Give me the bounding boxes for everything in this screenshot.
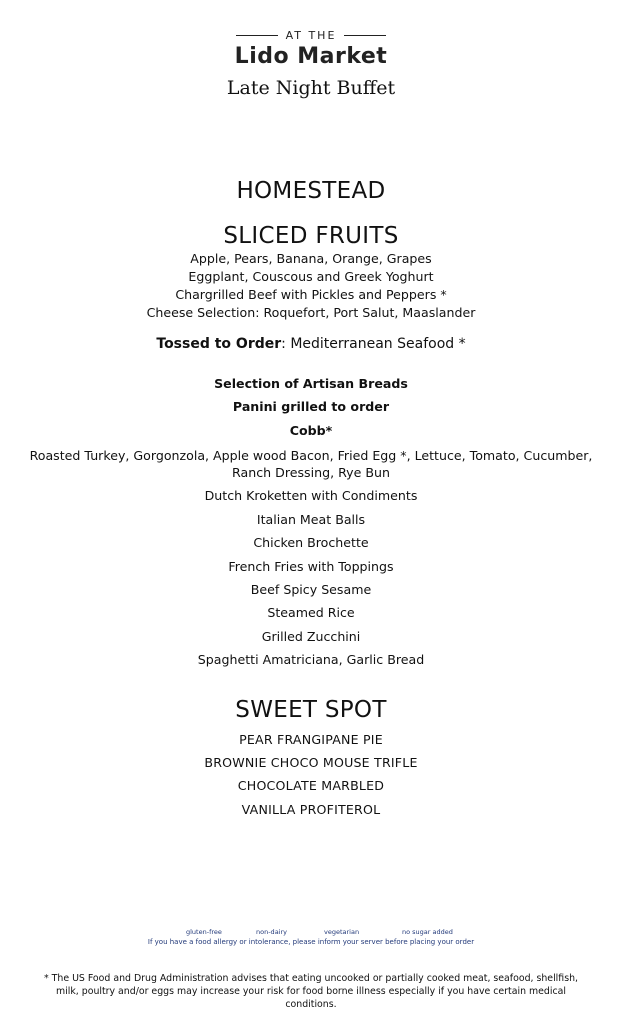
menu-item-bold: Selection of Artisan Breads bbox=[214, 376, 408, 391]
tossed-to-order bbox=[0, 336, 622, 352]
sweet-spot-heading: SWEET SPOT bbox=[235, 697, 387, 723]
fruits-line: Apple, Pears, Banana, Orange, Grapes bbox=[190, 251, 432, 266]
eyebrow-left-rule bbox=[236, 35, 278, 36]
dessert-item: CHOCOLATE MARBLED bbox=[237, 778, 385, 793]
page-subtitle: Late Night Buffet bbox=[226, 77, 396, 99]
legend-no-sugar-added: no sugar added bbox=[402, 928, 453, 936]
dessert-item: VANILLA PROFITEROL bbox=[241, 802, 381, 817]
sliced-fruits-heading: SLICED FRUITS bbox=[223, 223, 399, 249]
legend-gluten-free: gluten-free bbox=[186, 928, 222, 936]
menu-item-bold: Panini grilled to order bbox=[232, 399, 390, 414]
fda-disclaimer: * The US Food and Drug Administration advises that eating uncooked or partially cooked meat, seafood, shellfish, milk, poultry and/or eggs may increase your risk for food borne illness especially if you have certain medical conditions. bbox=[43, 973, 578, 1010]
menu-item: Dutch Kroketten with Condiments bbox=[204, 488, 418, 503]
menu-item: Italian Meat Balls bbox=[256, 512, 366, 527]
tossed-label: Tossed to Order bbox=[156, 336, 282, 352]
header-eyebrow bbox=[0, 26, 622, 44]
legend-non-dairy: non-dairy bbox=[256, 928, 287, 936]
menu-item: Beef Spicy Sesame bbox=[250, 582, 372, 597]
menu-item: Spaghetti Amatriciana, Garlic Bread bbox=[197, 652, 425, 667]
dietary-legend bbox=[0, 928, 622, 938]
menu-item: Chicken Brochette bbox=[253, 535, 369, 550]
eyebrow-text: AT THE bbox=[285, 28, 337, 42]
fruits-line: Eggplant, Couscous and Greek Yoghurt bbox=[188, 269, 434, 284]
homestead-heading: HOMESTEAD bbox=[236, 178, 386, 204]
fruits-line: Cheese Selection: Roquefort, Port Salut, Maaslander bbox=[146, 305, 476, 320]
menu-item: Grilled Zucchini bbox=[261, 629, 361, 644]
cobb-description-line: Ranch Dressing, Rye Bun bbox=[232, 465, 390, 480]
tossed-value: : Mediterranean Seafood * bbox=[281, 336, 466, 352]
menu-item-bold: Cobb* bbox=[289, 423, 333, 438]
brand-title: Lido Market bbox=[234, 44, 388, 69]
menu-item: French Fries with Toppings bbox=[228, 559, 394, 574]
menu-item: Steamed Rice bbox=[267, 605, 355, 620]
allergy-note: If you have a food allergy or intolerance, please inform your server before placing your order bbox=[147, 938, 475, 946]
fruits-line: Chargrilled Beef with Pickles and Peppers * bbox=[175, 287, 447, 302]
legend-vegetarian: vegetarian bbox=[324, 928, 360, 936]
dessert-item: PEAR FRANGIPANE PIE bbox=[239, 732, 383, 747]
cobb-description-line: Roasted Turkey, Gorgonzola, Apple wood Bacon, Fried Egg *, Lettuce, Tomato, Cucumber, bbox=[29, 448, 593, 463]
eyebrow-right-rule bbox=[344, 35, 386, 36]
dessert-item: BROWNIE CHOCO MOUSE TRIFLE bbox=[204, 755, 418, 770]
